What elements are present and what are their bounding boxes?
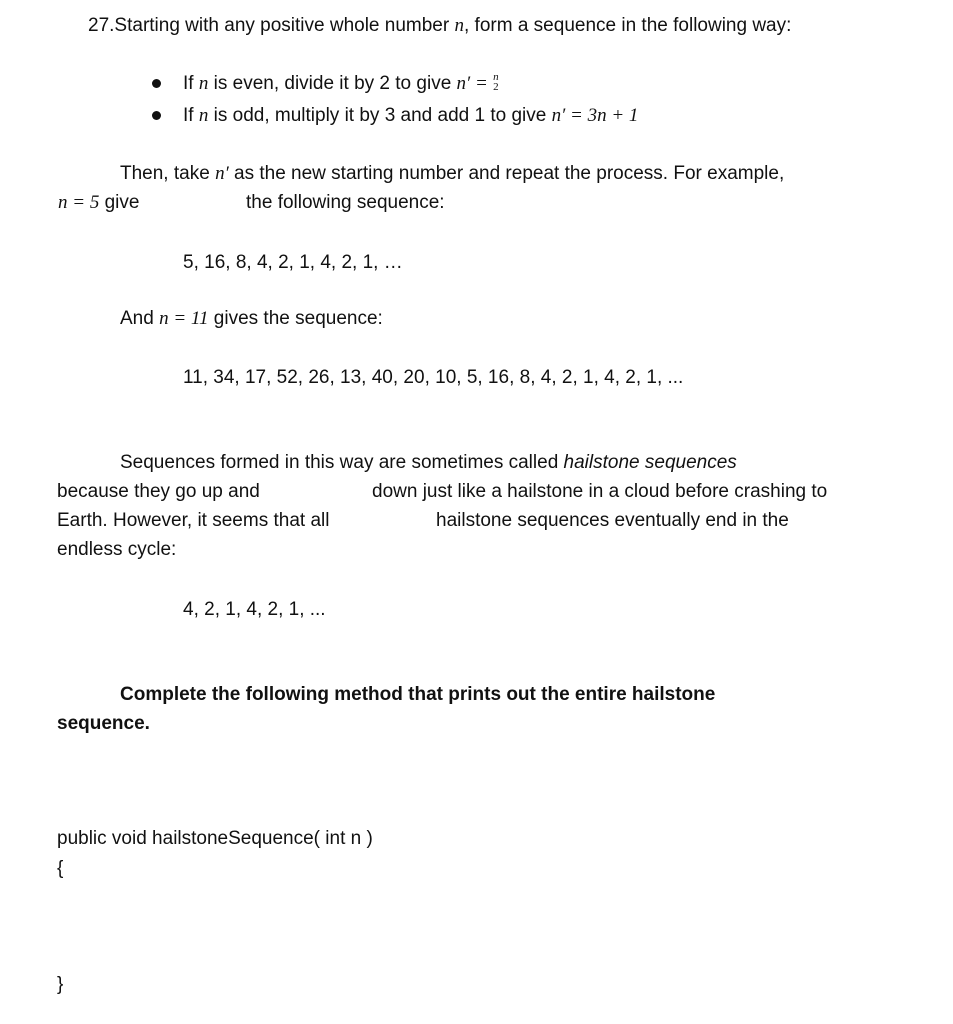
hailstone-line-2a: because they go up and bbox=[57, 481, 260, 502]
fraction-numerator: n bbox=[493, 70, 499, 83]
paragraph-text: Then, take bbox=[120, 163, 210, 184]
bullet-icon bbox=[152, 111, 161, 120]
rule-text: If bbox=[183, 73, 194, 94]
math-var-n: n bbox=[198, 105, 209, 126]
paragraph-text: Sequences formed in this way are sometimes called bbox=[120, 452, 559, 473]
math-var-n-prime: n′ bbox=[215, 163, 229, 184]
problem-number: 27. bbox=[88, 15, 115, 36]
math-fraction bbox=[493, 72, 499, 92]
math-var-n: n bbox=[454, 15, 464, 36]
code-signature: public void hailstoneSequence( int n ) bbox=[57, 828, 373, 849]
paragraph-text: give bbox=[104, 192, 140, 213]
task-line-2: sequence. bbox=[57, 713, 150, 734]
hailstone-line-1 bbox=[120, 452, 737, 474]
problem-intro-text-2: , form a sequence in the following way: bbox=[464, 15, 792, 36]
math-var-n: n bbox=[198, 73, 209, 94]
then-line-2a bbox=[58, 192, 139, 214]
math-expression: n = 5 bbox=[58, 192, 100, 213]
cycle-sequence: 4, 2, 1, 4, 2, 1, ... bbox=[183, 599, 326, 620]
math-formula: n′ = bbox=[456, 73, 488, 94]
hailstone-line-3a: Earth. However, it seems that all bbox=[57, 510, 330, 531]
code-open-brace: { bbox=[57, 858, 64, 879]
fraction-denominator: 2 bbox=[493, 80, 499, 93]
rule-even bbox=[183, 70, 499, 95]
code-close-brace: } bbox=[57, 974, 64, 995]
hailstone-line-4: endless cycle: bbox=[57, 539, 177, 560]
hailstone-line-3b: hailstone sequences eventually end in the bbox=[436, 510, 789, 531]
task-line-1: Complete the following method that prints out the entire hailstone bbox=[120, 684, 716, 705]
paragraph-text: gives the sequence: bbox=[213, 308, 383, 329]
example-sequence-1: 5, 16, 8, 4, 2, 1, 4, 2, 1, … bbox=[183, 252, 403, 273]
and-line bbox=[120, 308, 383, 330]
hailstone-term: hailstone sequences bbox=[563, 452, 737, 473]
example-sequence-2: 11, 34, 17, 52, 26, 13, 40, 20, 10, 5, 16, 8, 4, 2, 1, 4, 2, 1, ... bbox=[183, 367, 684, 388]
then-line-1 bbox=[120, 163, 784, 185]
problem-intro bbox=[88, 15, 791, 37]
rule-text: If bbox=[183, 105, 194, 126]
math-formula: n′ = 3n + 1 bbox=[551, 105, 639, 126]
then-line-2b: the following sequence: bbox=[246, 192, 445, 213]
rule-text: is odd, multiply it by 3 and add 1 to give bbox=[213, 105, 547, 126]
paragraph-text: And bbox=[120, 308, 154, 329]
rule-text: is even, divide it by 2 to give bbox=[213, 73, 452, 94]
paragraph-text: as the new starting number and repeat the process. For example, bbox=[234, 163, 785, 184]
problem-intro-text: Starting with any positive whole number bbox=[114, 15, 450, 36]
bullet-icon bbox=[152, 79, 161, 88]
hailstone-line-2b: down just like a hailstone in a cloud before crashing to bbox=[372, 481, 828, 502]
math-expression: n = 11 bbox=[159, 308, 209, 329]
rule-odd bbox=[183, 105, 638, 127]
